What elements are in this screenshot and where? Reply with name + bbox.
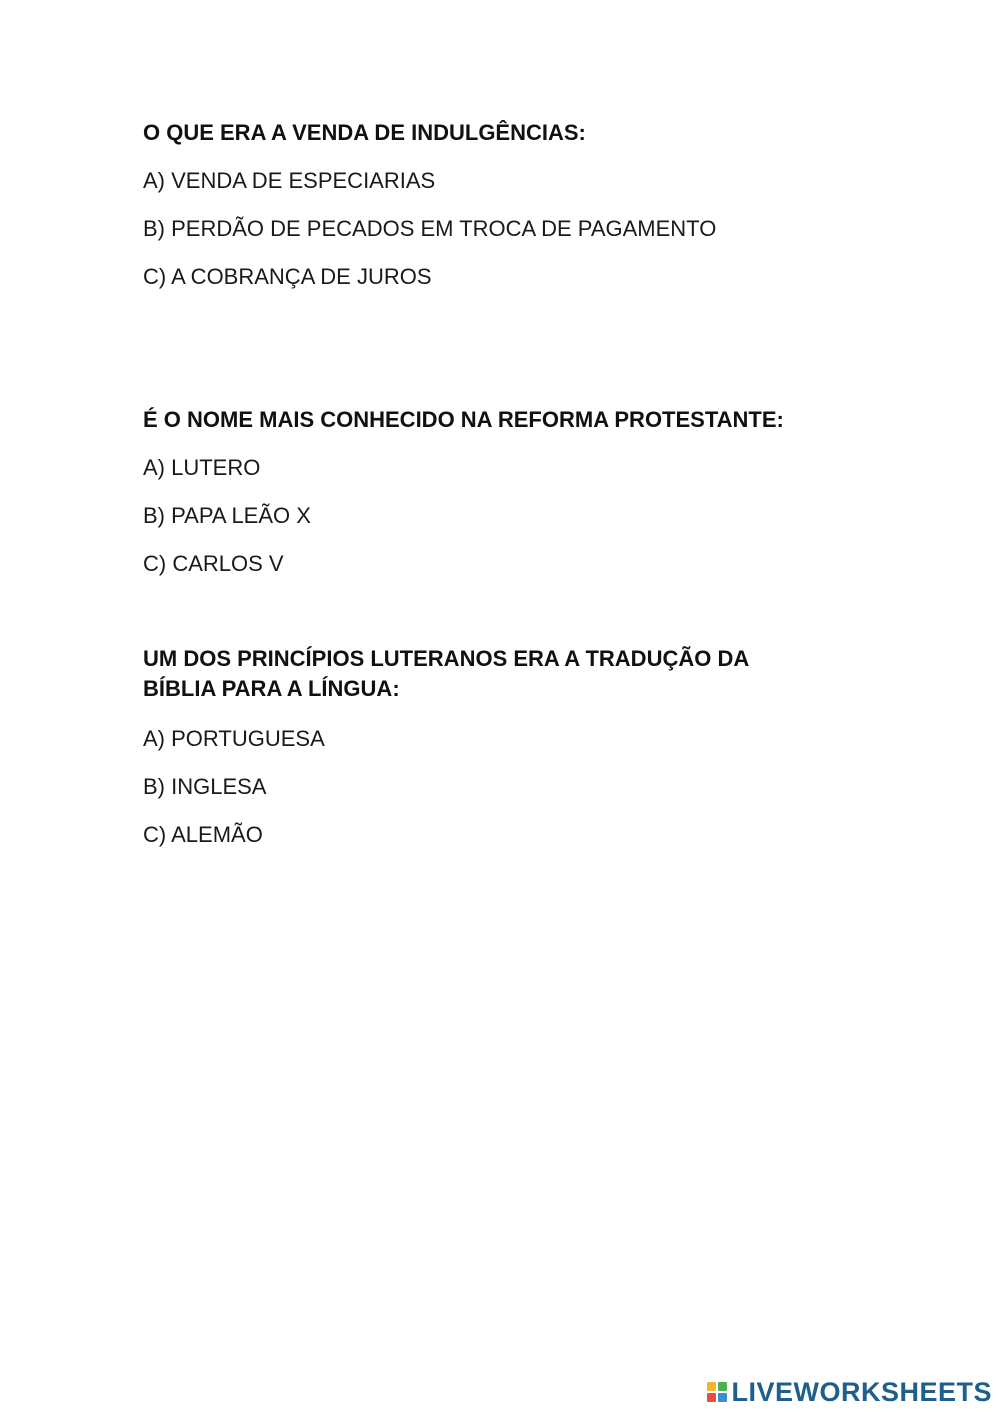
question-3-option-b: B) INGLESA — [143, 774, 267, 799]
logo-square-blue — [718, 1393, 727, 1402]
question-2-option-b: B) PAPA LEÃO X — [143, 503, 311, 528]
logo-square-yellow — [707, 1382, 716, 1391]
question-2-prompt: É O NOME MAIS CONHECIDO NA REFORMA PROTESTANTE: — [143, 407, 784, 432]
question-2-option-c: C) CARLOS V — [143, 551, 284, 576]
question-3-option-c: C) ALEMÃO — [143, 822, 263, 847]
question-1-option-c: C) A COBRANÇA DE JUROS — [143, 264, 432, 289]
liveworksheets-logo-icon — [707, 1382, 727, 1402]
question-1-option-a: A) VENDA DE ESPECIARIAS — [143, 168, 436, 193]
logo-square-green — [718, 1382, 727, 1391]
question-3-option-a: A) PORTUGUESA — [143, 726, 325, 751]
question-2-option-a: A) LUTERO — [143, 455, 261, 480]
liveworksheets-logo — [707, 1377, 992, 1407]
question-3-prompt: UM DOS PRINCÍPIOS LUTERANOS ERA A TRADUÇÃO DA BÍBLIA PARA A LÍNGUA: — [143, 646, 750, 701]
question-1-option-b: B) PERDÃO DE PECADOS EM TROCA DE PAGAMENTO — [143, 216, 717, 241]
logo-text: LIVEWORKSHEETS — [731, 1377, 992, 1407]
question-1-prompt: O QUE ERA A VENDA DE INDULGÊNCIAS: — [143, 120, 586, 145]
logo-square-red — [707, 1393, 716, 1402]
